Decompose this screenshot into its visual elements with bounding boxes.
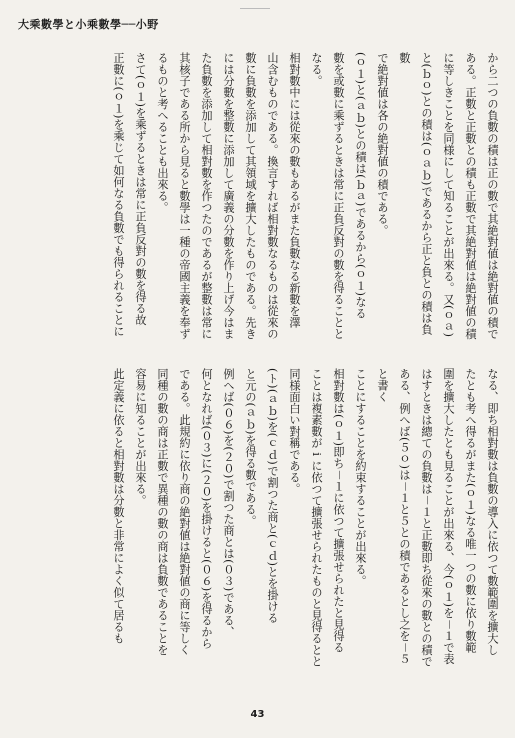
text-line: なる。 [310,52,323,87]
text-line: 容易に知ることが出來る。 [134,368,147,506]
text-line: ことにすることを約束することが出來る。 [354,368,367,587]
text-line: さて(ｏ１)を乘ずるときは常に正負反對の數を得る故 [134,52,147,326]
text-line: と(ｂｏ)との積は(ｏａｂ)であるから正と負との積は負數 [398,52,433,336]
text-line: 相對數は(ｏ１)即ち－１に依つて擴張せられたと見得る [332,368,345,654]
text-line: 同種の數の商は正數で異種の數の商は負數であることを [156,368,169,656]
text-line: である。此規約に依り商の絶對値は絶對値の商に等しく [178,368,191,656]
top-rule [240,8,270,9]
text-line: で絶對値は各の絶對値の積である。 [376,52,389,236]
upper-text-block [8,52,503,342]
text-line: はすときは總ての負數は－１と正數即ち從來の數との積で [420,368,433,667]
text-line: と元の(ａｂ)を得る數である。 [244,368,257,527]
text-line: 數を或數に乘ずるときは常に正負反對の數を得ることと [332,52,345,340]
text-line: 同様面白い對稱である。 [288,368,301,495]
text-line: ある。正數と正數との積も正數で其絶對値は絶對値の積 [464,52,477,340]
text-line: (ｏ１)と(ａｂ)との積は(ｂａ)であるから(ｏ１)なる [354,52,367,320]
running-header: 大乘數學と小乘數學──小野 [18,18,159,31]
text-line: 例へば(０６)を(２０)で割つた商とは(０３)である、 [222,368,235,638]
text-line: た負數を添加して相對數を作つたのであるが整數は常に [200,52,213,340]
text-line: 此定義に依ると相對數は分數と非常によく似て居るも [112,368,125,644]
text-line: 正數に(ｏ１)を乘じて如何なる負數でも得られることに [112,52,125,338]
text-line: 其核子である所から見ると數學は一種の帝國主義を奉ず [178,52,191,340]
text-line: には分數を整數に添加して廣義の分數を作り上げ今はま [222,52,235,340]
text-line: 數に負數を添加して其領域を擴大したものである。先き [244,52,257,340]
page-number: 43 [250,709,265,720]
lower-text-block [8,368,503,668]
text-line: に等しきことを同様にして知ることが出來る。又(ｏａ) [442,52,455,338]
text-line: 何となれば(０３)に(２０)を掛けると(０６)を得るから [200,368,213,649]
text-line: 山含むものである。換言すれば相對數なるものは從來の [266,52,279,340]
text-line: なる、即ち相對數は負數の導入に依つて數範圍を擴大し [486,368,499,656]
text-line: ある、例へば(５ｏ)は－１と５との積であるとし之を－５と書く [376,368,411,665]
text-line: るものと考へることも出來る。 [156,52,169,213]
text-line: から二つの負數の積は正の數で其絶對値は絶對値の積で [486,52,499,340]
text-line: ことは複素數が i に依つて擴張せられたものと見得るとと [310,368,323,668]
text-line: (ト)(ａｂ)を(ｃｄ)で割つた商と(ｃｄ)とを掛ける [266,368,279,624]
text-line: 相對數中には從來の數もあるがまた負數なる新數を澤 [288,52,301,328]
text-line: たとも考へ得るがまた(ｏ１)なる唯一つの數に依り數範 [464,368,477,654]
text-line: 圍を擴大したとも見ることが出來る、今(ｏ１)を－１で表 [442,368,455,665]
